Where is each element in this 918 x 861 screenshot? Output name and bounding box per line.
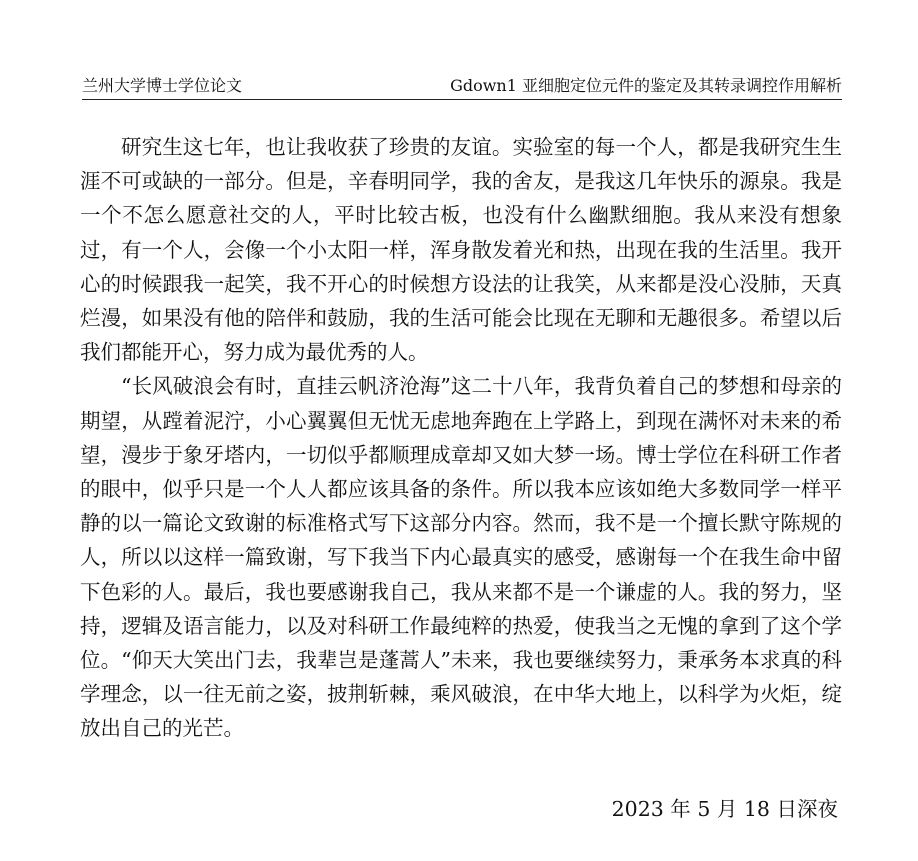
header-university-title: 兰州大学博士学位论文: [82, 76, 243, 95]
header-thesis-title: Gdown1 亚细胞定位元件的鉴定及其转录调控作用解析: [450, 76, 842, 95]
date-signature: 2023 年 5 月 18 日深夜: [611, 797, 838, 821]
paragraph-friendship: 研究生这七年，也让我收获了珍贵的友谊。实验室的每一个人，都是我研究生生涯不可或缺的一部分。但是，辛春明同学，我的舍友，是我这几年快乐的源泉。我是一个不怎么愿意社交的人，平时比较古板，也没有什么幽默细胞。我从来没有想象过，有一个人，会像一个小太阳一样，浑身散发着光和热，出现在我的生活里。我开心的时候跟我一起笑，我不开心的时候想方设法的让我笑，从来都是没心没肺，天真烂漫，如果没有他的陪伴和鼓励，我的生活可能会比现在无聊和无趣很多。希望以后我们都能开心，努力成为最优秀的人。: [80, 135, 842, 365]
paragraph-reflection: “长风破浪会有时，直挂云帆济沧海”这二十八年，我背负着自己的梦想和母亲的期望，从蹚着泥泞，小心翼翼但无忧无虑地奔跑在上学路上，到现在满怀对未来的希望，漫步于象牙塔内，一切似乎都顺理成章却又如大梦一场。博士学位在科研工作者的眼中，似乎只是一个人人都应该具备的条件。所以我本应该如绝大多数同学一样平静的以一篇论文致谢的标准格式写下这部分内容。然而，我不是一个擅长默守陈规的人，所以以这样一篇致谢，写下我当下内心最真实的感受，感谢每一个在我生命中留下色彩的人。最后，我也要感谢我自己，我从来都不是一个谦虚的人。我的努力，坚持，逻辑及语言能力，以及对科研工作最纯粹的热爱，使我当之无愧的拿到了这个学位。“仰天大笑出门去，我辈岂是蓬蒿人”未来，我也要继续努力，秉承务本求真的科学理念，以一往无前之姿，披荆斩棘，乘风破浪，在中华大地上，以科学为火炬，绽放出自己的光芒。: [80, 374, 842, 741]
acknowledgement-body: [80, 130, 842, 746]
running-header: [82, 72, 842, 100]
